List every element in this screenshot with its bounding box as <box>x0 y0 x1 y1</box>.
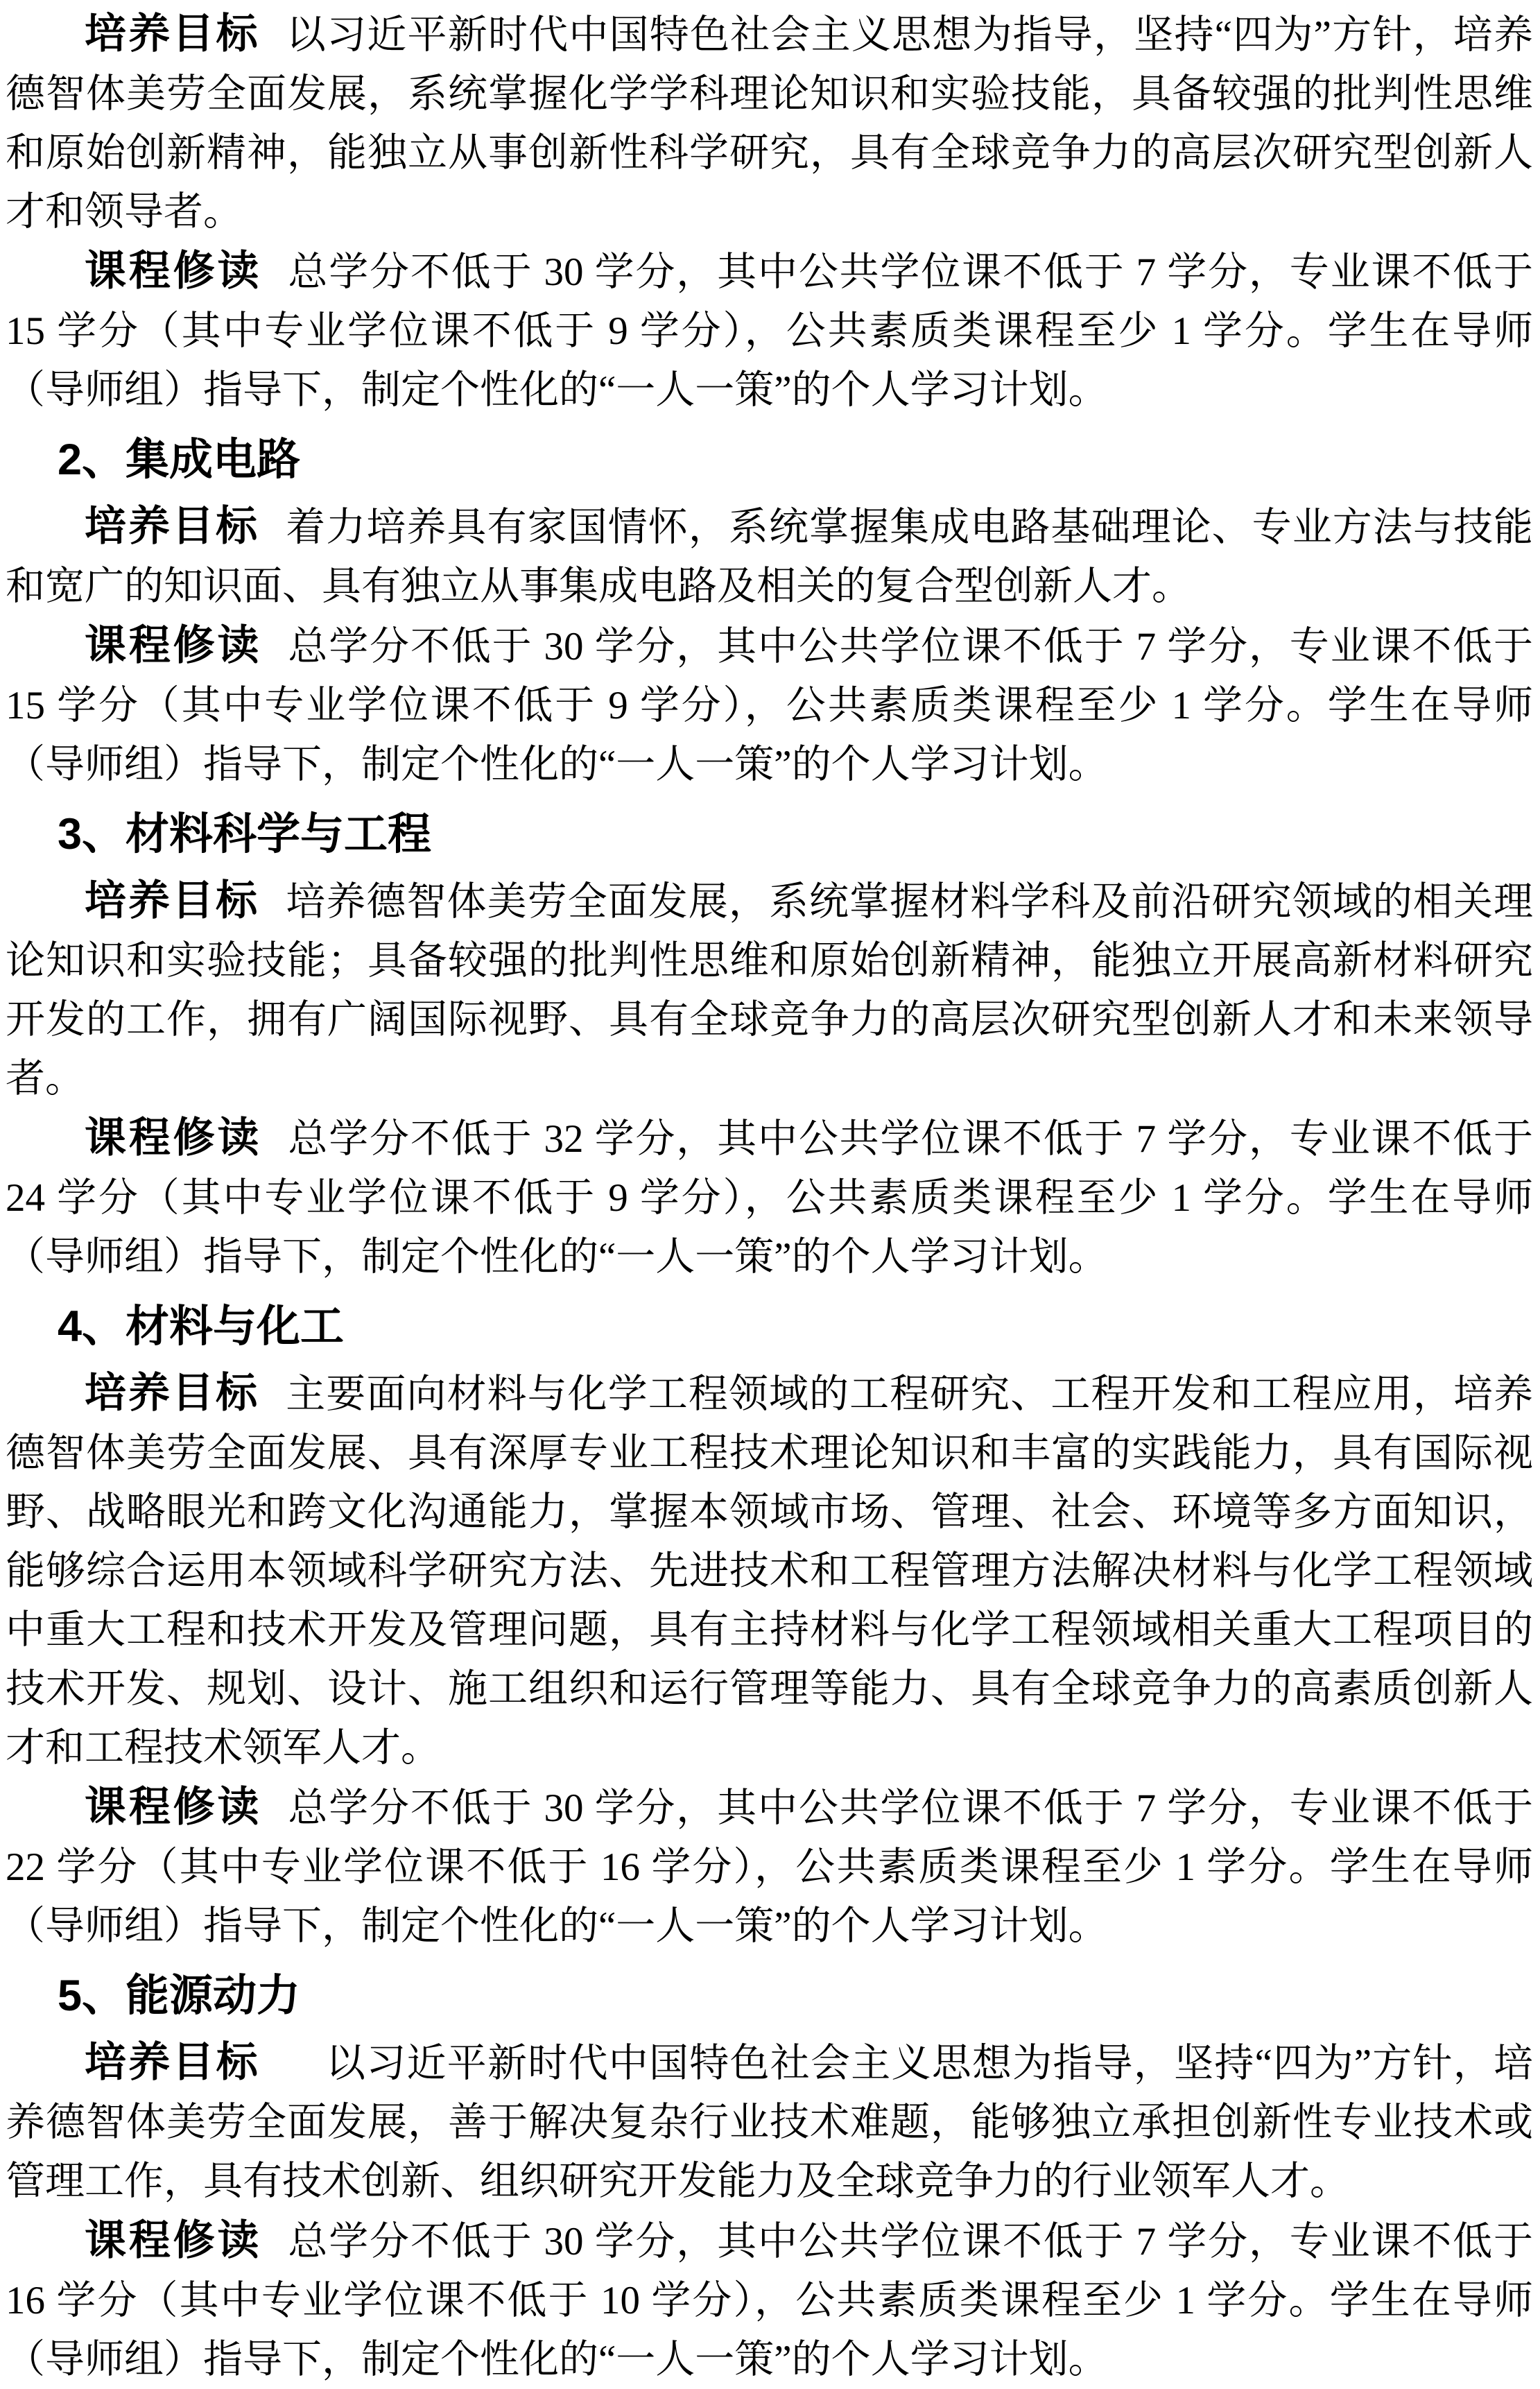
paragraph-text: 总学分不低于 32 学分，其中公共学位课不低于 7 学分，专业课不低于 24 学分（其中专业学位课不低于 9 学分），公共素质类课程至少 1 学分。学生在导师（导师组）指导下，制定个性化的“一人一策”的个人学习计划。 <box>6 1117 1534 1279</box>
section-chemistry <box>6 4 1533 420</box>
section-heading: 2、集成电路 <box>58 435 301 484</box>
paragraph-label: 课程修读 <box>85 1114 262 1161</box>
paragraph-course-requirements <box>6 241 1533 420</box>
paragraph-course-requirements <box>6 2211 1533 2389</box>
paragraph-text: 总学分不低于 30 学分，其中公共学位课不低于 7 学分，专业课不低于 15 学分（其中专业学位课不低于 9 学分），公共素质类课程至少 1 学分。学生在导师（导师组）指导下，制定个性化的“一人一策”的个人学习计划。 <box>6 625 1534 786</box>
paragraph-text: 总学分不低于 30 学分，其中公共学位课不低于 7 学分，专业课不低于 22 学分（其中专业学位课不低于 16 学分），公共素质类课程至少 1 学分。学生在导师（导师组）指导下，制定个性化的“一人一策”的个人学习计划。 <box>6 1786 1534 1948</box>
paragraph-label: 培养目标 <box>85 503 260 549</box>
paragraph-training-objective <box>6 871 1533 1108</box>
section-heading: 4、材料与化工 <box>58 1302 345 1351</box>
paragraph-course-requirements <box>6 1777 1533 1956</box>
paragraph-text: 着力培养具有家国情怀，系统掌握集成电路基础理论、专业方法与技能和宽广的知识面、具有独立从事集成电路及相关的复合型创新人才。 <box>6 506 1534 608</box>
section-heading: 3、材料科学与工程 <box>58 810 432 859</box>
paragraph-text: 总学分不低于 30 学分，其中公共学位课不低于 7 学分，专业课不低于 15 学分（其中专业学位课不低于 9 学分），公共素质类课程至少 1 学分。学生在导师（导师组）指导下，制定个性化的“一人一策”的个人学习计划。 <box>6 250 1534 412</box>
paragraph-text: 主要面向材料与化学工程领域的工程研究、工程开发和工程应用，培养德智体美劳全面发展、具有深厚专业工程技术理论知识和丰富的实践能力，具有国际视野、战略眼光和跨文化沟通能力，掌握本领域市场、管理、社会、环境等多方面知识，能够综合运用本领域科学研究方法、先进技术和工程管理方法解决材料与化学工程领域中重大工程和技术开发及管理问题，具有主持材料与化学工程领域相关重大工程项目的技术开发、规划、设计、施工组织和运行管理等能力、具有全球竞争力的高素质创新人才和工程技术领军人才。 <box>6 1372 1534 1770</box>
paragraph-label: 培养目标 <box>85 2039 260 2085</box>
paragraph-text: 以习近平新时代中国特色社会主义思想为指导，坚持“四为”方针，培养德智体美劳全面发展，善于解决复杂行业技术难题，能够独立承担创新性专业技术或管理工作，具有技术创新、组织研究开发能力及全球竞争力的行业领军人才。 <box>6 2042 1533 2203</box>
paragraph-training-objective <box>6 4 1533 241</box>
section-heading: 5、能源动力 <box>58 1972 301 2020</box>
paragraph-course-requirements <box>6 1108 1533 1286</box>
paragraph-text: 培养德智体美劳全面发展，系统掌握材料学科及前沿研究领域的相关理论知识和实验技能；具备较强的批判性思维和原始创新精神，能独立开展高新材料研究开发的工作，拥有广阔国际视野、具有全球竞争力的高层次研究型创新人才和未来领导者。 <box>6 880 1534 1101</box>
paragraph-training-objective <box>6 497 1533 616</box>
paragraph-training-objective <box>6 1363 1533 1777</box>
paragraph-label: 培养目标 <box>85 10 260 57</box>
section-integrated-circuits <box>6 431 1533 794</box>
section-energy-power <box>6 1967 1533 2389</box>
section-materials-science <box>6 805 1533 1286</box>
paragraph-label: 培养目标 <box>85 877 260 924</box>
paragraph-label: 课程修读 <box>85 1784 262 1830</box>
paragraph-text: 总学分不低于 30 学分，其中公共学位课不低于 7 学分，专业课不低于 16 学分（其中专业学位课不低于 10 学分），公共素质类课程至少 1 学分。学生在导师（导师组）指导下，制定个性化的“一人一策”的个人学习计划。 <box>6 2220 1534 2381</box>
paragraph-label: 课程修读 <box>85 2217 262 2263</box>
paragraph-text: 以习近平新时代中国特色社会主义思想为指导，坚持“四为”方针，培养德智体美劳全面发展，系统掌握化学学科理论知识和实验技能，具备较强的批判性思维和原始创新精神，能独立从事创新性科学研究，具有全球竞争力的高层次研究型创新人才和领导者。 <box>6 13 1534 234</box>
paragraph-label: 培养目标 <box>85 1370 260 1416</box>
paragraph-course-requirements <box>6 616 1533 794</box>
paragraph-training-objective <box>6 2033 1533 2211</box>
paragraph-label: 课程修读 <box>85 622 262 669</box>
paragraph-label: 课程修读 <box>85 248 262 294</box>
section-materials-chemical-engineering <box>6 1297 1533 1956</box>
